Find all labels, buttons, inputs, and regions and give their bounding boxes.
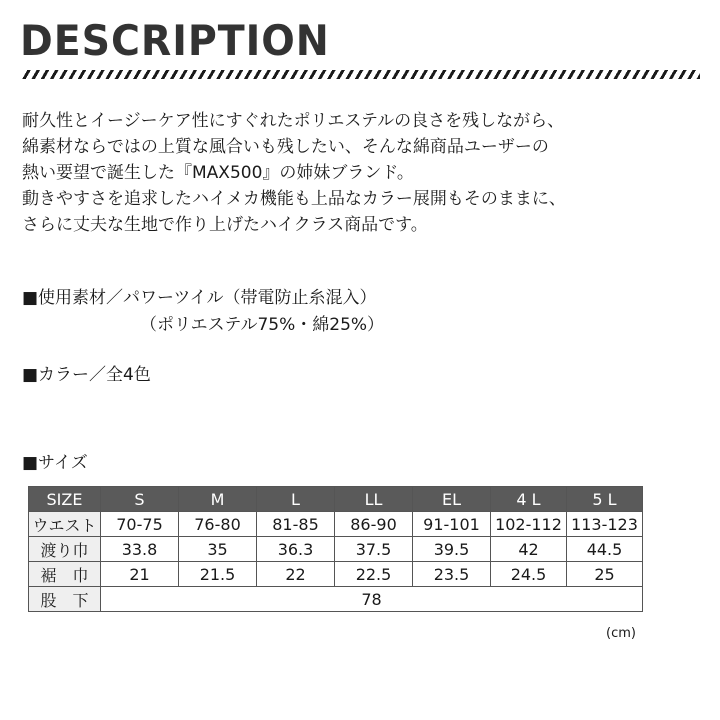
table-cell: 24.5 bbox=[491, 562, 567, 587]
table-cell: 76-80 bbox=[179, 512, 257, 537]
table-cell: 78 bbox=[101, 587, 643, 612]
table-cell: 42 bbox=[491, 537, 567, 562]
row-label: 裾 巾 bbox=[29, 562, 101, 587]
row-label: ウエスト bbox=[29, 512, 101, 537]
table-row bbox=[29, 512, 643, 537]
table-cell: 22.5 bbox=[335, 562, 413, 587]
table-cell: 91-101 bbox=[413, 512, 491, 537]
material-composition: （ポリエステル75%・綿25%） bbox=[140, 315, 385, 335]
table-cell: 39.5 bbox=[413, 537, 491, 562]
description-text bbox=[22, 108, 702, 238]
header-cell: EL bbox=[413, 487, 491, 512]
table-cell: 35 bbox=[179, 537, 257, 562]
header-cell: S bbox=[101, 487, 179, 512]
header-cell: 4 L bbox=[491, 487, 567, 512]
size-table bbox=[28, 486, 643, 612]
table-cell: 70-75 bbox=[101, 512, 179, 537]
table-cell: 36.3 bbox=[257, 537, 335, 562]
table-cell: 44.5 bbox=[567, 537, 643, 562]
table-cell: 86-90 bbox=[335, 512, 413, 537]
description-line: 耐久性とイージーケア性にすぐれたポリエステルの良さを残しながら、 bbox=[22, 111, 565, 131]
table-cell: 21.5 bbox=[179, 562, 257, 587]
table-cell: 81-85 bbox=[257, 512, 335, 537]
table-cell: 33.8 bbox=[101, 537, 179, 562]
header-cell: M bbox=[179, 487, 257, 512]
table-row bbox=[29, 562, 643, 587]
hatched-divider bbox=[22, 70, 700, 79]
table-cell: 21 bbox=[101, 562, 179, 587]
section-title: DESCRIPTION bbox=[20, 16, 330, 65]
color-line: ■カラー／全4色 bbox=[22, 365, 151, 385]
header-cell: L bbox=[257, 487, 335, 512]
row-label: 股 下 bbox=[29, 587, 101, 612]
header-cell: SIZE bbox=[29, 487, 101, 512]
table-row bbox=[29, 537, 643, 562]
size-heading: ■サイズ bbox=[22, 453, 88, 473]
table-cell: 22 bbox=[257, 562, 335, 587]
material-line: ■使用素材／パワーツイル（帯電防止糸混入） bbox=[22, 288, 377, 308]
table-cell: 25 bbox=[567, 562, 643, 587]
table-cell: 23.5 bbox=[413, 562, 491, 587]
row-label: 渡り巾 bbox=[29, 537, 101, 562]
table-cell: 113-123 bbox=[567, 512, 643, 537]
table-cell: 102-112 bbox=[491, 512, 567, 537]
table-row bbox=[29, 587, 643, 612]
table-cell: 37.5 bbox=[335, 537, 413, 562]
description-line: 熱い要望で誕生した『MAX500』の姉妹ブランド。 bbox=[22, 163, 414, 183]
header-cell: 5 L bbox=[567, 487, 643, 512]
table-header-row bbox=[29, 487, 643, 512]
description-line: さらに丈夫な生地で作り上げたハイクラス商品です。 bbox=[22, 215, 428, 235]
description-line: 綿素材ならではの上質な風合いも残したい、そんな綿商品ユーザーの bbox=[22, 137, 549, 157]
description-line: 動きやすさを追求したハイメカ機能も上品なカラー展開もそのままに、 bbox=[22, 189, 566, 209]
header-cell: LL bbox=[335, 487, 413, 512]
unit-note: (cm) bbox=[606, 626, 636, 641]
